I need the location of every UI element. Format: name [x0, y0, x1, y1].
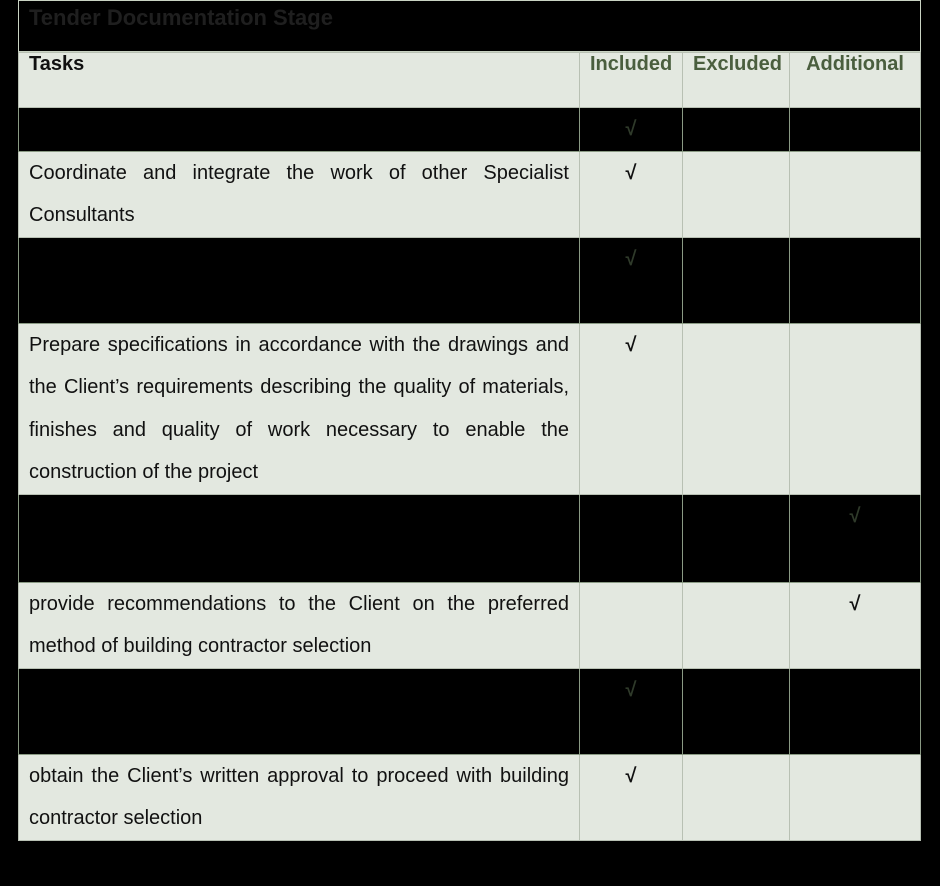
task-cell — [19, 108, 580, 152]
task-cell — [19, 237, 580, 323]
task-cell: obtain the Client’s written approval to proceed with building contractor selection — [19, 754, 580, 840]
stage-title: Tender Documentation Stage — [18, 0, 921, 52]
tender-documentation-table-sheet — [18, 0, 921, 841]
table-body — [19, 108, 921, 841]
table-row — [19, 754, 921, 840]
excluded-cell — [683, 151, 790, 237]
task-cell: provide recommendations to the Client on the preferred method of building contractor selection — [19, 582, 580, 668]
table-row — [19, 237, 921, 323]
additional-cell — [790, 668, 921, 754]
additional-cell: √ — [790, 494, 921, 582]
header-included: Included — [580, 53, 683, 108]
included-cell: √ — [580, 668, 683, 754]
excluded-cell — [683, 668, 790, 754]
included-cell: √ — [580, 754, 683, 840]
excluded-cell — [683, 323, 790, 494]
additional-cell — [790, 151, 921, 237]
included-cell: √ — [580, 108, 683, 152]
included-cell — [580, 494, 683, 582]
task-cell: Prepare specifications in accordance with the drawings and the Client’s requirements describing the quality of materials, finishes and quality of work necessary to enable the construction of the project — [19, 323, 580, 494]
included-cell — [580, 582, 683, 668]
excluded-cell — [683, 237, 790, 323]
additional-cell — [790, 108, 921, 152]
table-row — [19, 323, 921, 494]
table-row — [19, 108, 921, 152]
included-cell: √ — [580, 323, 683, 494]
table-row — [19, 668, 921, 754]
additional-cell — [790, 754, 921, 840]
included-cell: √ — [580, 237, 683, 323]
excluded-cell — [683, 108, 790, 152]
task-cell — [19, 668, 580, 754]
additional-cell: √ — [790, 582, 921, 668]
header-additional: Additional — [790, 53, 921, 108]
table-row — [19, 494, 921, 582]
excluded-cell — [683, 494, 790, 582]
table-header-row — [19, 53, 921, 108]
header-tasks: Tasks — [19, 53, 580, 108]
additional-cell — [790, 323, 921, 494]
additional-cell — [790, 237, 921, 323]
included-cell: √ — [580, 151, 683, 237]
excluded-cell — [683, 582, 790, 668]
table-row — [19, 151, 921, 237]
task-cell: Coordinate and integrate the work of other Specialist Consultants — [19, 151, 580, 237]
table-row — [19, 582, 921, 668]
excluded-cell — [683, 754, 790, 840]
task-cell — [19, 494, 580, 582]
tasks-table — [18, 52, 921, 841]
header-excluded: Excluded — [683, 53, 790, 108]
